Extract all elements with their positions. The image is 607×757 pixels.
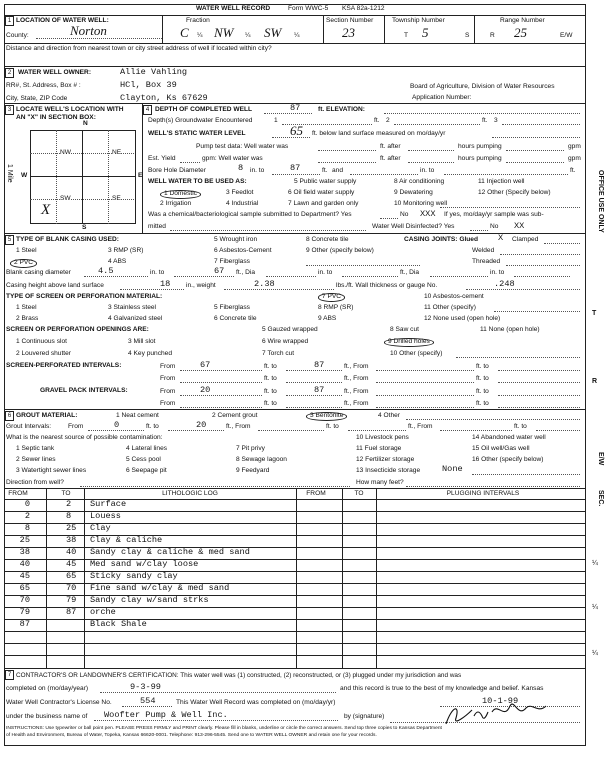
- ft-after: ft. after: [380, 143, 401, 150]
- joints-mark[interactable]: X: [498, 233, 504, 243]
- city-value[interactable]: Clayton, Ks 67629: [120, 93, 208, 103]
- grout-option-selected[interactable]: 3 Bentonite: [306, 412, 347, 421]
- log-header-to: TO: [61, 490, 71, 497]
- ft-to-label: ft. to: [476, 363, 489, 370]
- range-r: R: [490, 32, 495, 39]
- wall-thickness-label: lbs./ft. Wall thickness or gauge No.: [336, 282, 438, 289]
- section-number: 5: [5, 235, 14, 245]
- south-label: S: [82, 224, 87, 231]
- ft-from-label: ft., From: [344, 400, 369, 407]
- log-from[interactable]: 40: [19, 559, 30, 569]
- opening-option[interactable]: 10 Other (specify): [390, 350, 443, 357]
- gw-1-ft: ft.: [374, 117, 380, 124]
- section-number-value[interactable]: 23: [342, 25, 355, 40]
- ne-label: NE: [112, 149, 122, 156]
- west-label: W: [21, 172, 28, 179]
- log-description[interactable]: Fine sand w/clay & med sand: [90, 583, 230, 593]
- office-quarter: ¼: [592, 604, 598, 611]
- mile-label: 1 Mile: [6, 164, 13, 183]
- quarter-mark: ¼: [197, 32, 203, 39]
- office-ew: E/W: [597, 452, 604, 466]
- section-number: 6: [5, 411, 14, 421]
- bore-value[interactable]: 8: [238, 163, 244, 173]
- wall-thickness-value[interactable]: .248: [494, 279, 515, 289]
- log-row-divider: [4, 655, 586, 656]
- section-number: 7: [5, 670, 14, 680]
- casing-option[interactable]: 9 Other (specify below): [306, 247, 374, 254]
- board-label: Board of Agriculture, Division of Water Resources: [410, 83, 555, 90]
- log-description[interactable]: Sandy clay w/sand strks: [90, 595, 209, 605]
- township-value[interactable]: 5: [422, 25, 429, 40]
- log-from[interactable]: 0: [24, 499, 30, 509]
- casing-option[interactable]: 1 Steel: [16, 247, 37, 254]
- locate-label-1: LOCATE WELL'S LOCATION WITH: [16, 106, 124, 113]
- certification-text: CONTRACTOR'S OR LANDOWNER'S CERTIFICATION: This water well was (1) constructed, (2) reconstructed, or (3) plugged under my jurisdiction and was: [16, 672, 462, 679]
- gw-3: 3: [494, 117, 498, 124]
- log-to[interactable]: 45: [66, 559, 77, 569]
- depth-label: DEPTH OF COMPLETED WELL: [155, 106, 253, 113]
- contamination-value[interactable]: None: [442, 464, 463, 474]
- blank-in-to-2: in. to: [318, 269, 333, 276]
- sw-label: SW: [60, 195, 71, 202]
- rule: [4, 15, 586, 16]
- contamination-option[interactable]: 5 Cess pool: [126, 456, 161, 463]
- openings-label: SCREEN OR PERFORATION OPENINGS ARE:: [6, 326, 149, 333]
- grout-material-label: GROUT MATERIAL:: [16, 412, 78, 419]
- log-description[interactable]: orche: [90, 607, 116, 617]
- log-header-from: FROM: [8, 490, 28, 497]
- log-to[interactable]: 79: [66, 595, 77, 605]
- log-header-lithologic: LITHOLOGIC LOG: [162, 490, 218, 497]
- ft-to-label: ft. to: [476, 388, 489, 395]
- casing-option[interactable]: 5 Wrought iron: [214, 236, 258, 243]
- screen-option[interactable]: 6 Concrete tile: [214, 315, 257, 322]
- office-quarter: ¼: [592, 650, 598, 657]
- contamination-option[interactable]: 12 Fertilizer storage: [356, 456, 415, 463]
- fraction-label: Fraction: [186, 17, 210, 24]
- log-header-from-2: FROM: [306, 490, 326, 497]
- opening-option[interactable]: 4 Key punched: [128, 350, 172, 357]
- casing-joints-label: CASING JOINTS: Glued: [404, 236, 479, 243]
- screen-material-label: TYPE OF SCREEN OR PERFORATION MATERIAL:: [6, 293, 163, 300]
- township-t: T: [404, 32, 409, 39]
- casing-option[interactable]: 3 RMP (SR): [108, 247, 144, 254]
- section-number: 3: [5, 105, 14, 115]
- county-value[interactable]: Norton: [70, 23, 107, 38]
- static-level-label: WELL'S STATIC WATER LEVEL: [148, 130, 246, 137]
- record-completed-value[interactable]: 10-1-99: [482, 696, 519, 706]
- welded-option[interactable]: Welded: [472, 247, 495, 254]
- contamination-option[interactable]: 4 Lateral lines: [126, 445, 168, 452]
- log-from[interactable]: 70: [19, 595, 30, 605]
- certification-tail: and this record is true to the best of my knowledge and belief. Kansas: [340, 685, 544, 692]
- completed-on-label: completed on (mo/day/year): [6, 685, 89, 692]
- gravel-from-value[interactable]: 20: [200, 385, 211, 395]
- use-option-selected[interactable]: 1 Domestic: [160, 190, 201, 199]
- log-description[interactable]: Clay: [90, 523, 111, 533]
- use-option[interactable]: 5 Public water supply: [294, 178, 357, 185]
- log-description[interactable]: Sticky sandy clay: [90, 571, 178, 581]
- locate-label-2: AN "X" IN SECTION BOX:: [16, 114, 96, 121]
- contamination-option[interactable]: 11 Fuel storage: [356, 445, 402, 452]
- signature[interactable]: [440, 700, 560, 730]
- office-use-label: OFFICE USE ONLY: [597, 170, 604, 233]
- township-label: Township Number: [392, 17, 445, 24]
- gw-1: 1: [274, 117, 278, 124]
- grout-from-value[interactable]: 0: [114, 420, 120, 430]
- ft-to-label: ft. to: [264, 375, 277, 382]
- county-label: County:: [6, 32, 29, 39]
- blank-diameter-value[interactable]: 4.5: [98, 266, 114, 276]
- log-description[interactable]: Sandy clay & caliche & med sand: [90, 547, 250, 557]
- address-label: RR#, St. Address, Box # :: [6, 82, 81, 89]
- log-description[interactable]: Med sand w/clay loose: [90, 559, 199, 569]
- ft-to-label: ft. to: [514, 423, 527, 430]
- casing-option[interactable]: 4 ABS: [108, 258, 127, 265]
- gpm: gpm: [568, 155, 581, 162]
- application-number-label: Application Number:: [412, 94, 472, 101]
- bore-to-value[interactable]: 87: [290, 163, 301, 173]
- hours-pumping: hours pumping: [458, 155, 502, 162]
- log-from[interactable]: 87: [19, 619, 30, 629]
- well-location-mark[interactable]: X: [41, 202, 51, 218]
- range-ew[interactable]: E/W: [560, 32, 573, 39]
- grout-option[interactable]: 2 Cement grout: [212, 412, 258, 419]
- office-t: T: [592, 310, 597, 317]
- instructions-line-2: of Health and Environment, Bureau of Water, Topeka, Kansas 66620-0001. Telephone: 913-296-5545. Send one to WATER WELL OWNER and retain one for your records.: [6, 733, 377, 738]
- screen-option[interactable]: 8 RMP (SR): [318, 304, 354, 311]
- log-description[interactable]: Louess: [90, 511, 121, 521]
- ft-to-label: ft. to: [264, 363, 277, 370]
- ft-from-label: ft., From: [344, 388, 369, 395]
- opening-option[interactable]: 8 Saw cut: [390, 326, 419, 333]
- grout-intervals-label: Grout Intervals:: [6, 423, 52, 430]
- screen-option[interactable]: 3 Stainless steel: [108, 304, 157, 311]
- gravel-to-value[interactable]: 87: [314, 385, 325, 395]
- log-from[interactable]: 65: [19, 583, 30, 593]
- bore-and: and: [332, 167, 344, 174]
- log-description[interactable]: Black Shale: [90, 619, 147, 629]
- ft-to-label: ft. to: [146, 423, 159, 430]
- section-number: 2: [5, 68, 14, 78]
- chem-tail: If yes, mo/day/yr sample was sub-: [444, 211, 544, 218]
- grout-option[interactable]: 1 Neat cement: [116, 412, 159, 419]
- fraction-2[interactable]: NW: [214, 25, 234, 40]
- casing-weight-label: in., weight: [186, 282, 216, 289]
- chem-mitted: mitted: [148, 223, 166, 230]
- chem-no: No: [400, 211, 409, 218]
- use-option[interactable]: 7 Lawn and garden only: [288, 200, 359, 207]
- section-number: 4: [143, 105, 152, 115]
- office-sec: SEC.: [597, 490, 604, 507]
- from-label: From: [68, 423, 84, 430]
- contamination-option[interactable]: 3 Watertight sewer lines: [16, 467, 87, 474]
- depth-value[interactable]: 87: [290, 103, 301, 113]
- north-label: N: [83, 120, 88, 127]
- chem-sample-question: Was a chemical/bacteriological sample submitted to Department? Yes: [148, 211, 352, 218]
- est-yield-label: Est. Yield: [148, 155, 176, 162]
- ft-to-label: ft. to: [264, 388, 277, 395]
- nw-label: NW: [60, 149, 71, 156]
- bore-in-to-2: in. to: [420, 167, 435, 174]
- range-value[interactable]: 25: [514, 25, 527, 40]
- license-label: Water Well Contractor's License No.: [6, 699, 112, 706]
- casing-option[interactable]: 7 Fiberglass: [214, 258, 250, 265]
- business-name-value[interactable]: Woofter Pump & Well Inc.: [104, 710, 228, 720]
- contamination-option[interactable]: 9 Feedyard: [236, 467, 270, 474]
- owner-label: WATER WELL OWNER:: [18, 69, 92, 76]
- opening-option-selected[interactable]: 9 Drilled holes: [384, 338, 434, 347]
- blank-ft-dia: ft., Dia: [236, 269, 256, 276]
- fraction-1[interactable]: C: [180, 25, 189, 40]
- township-s: S: [465, 32, 470, 39]
- contamination-option[interactable]: 13 Insecticide storage: [356, 467, 421, 474]
- log-to[interactable]: 2: [66, 499, 72, 509]
- perforated-to-value[interactable]: 87: [314, 360, 325, 370]
- ft-from-label: ft., From: [344, 375, 369, 382]
- log-to[interactable]: 25: [66, 523, 77, 533]
- blank-in-to: in. to: [150, 269, 165, 276]
- range-label: Range Number: [500, 17, 545, 24]
- use-option[interactable]: 12 Other (Specify below): [478, 189, 551, 196]
- log-row-divider: [4, 643, 586, 644]
- blank-ft-dia-2: ft., Dia: [400, 269, 420, 276]
- use-option[interactable]: 10 Monitoring well: [394, 200, 448, 207]
- contamination-option[interactable]: 8 Sewage lagoon: [236, 456, 287, 463]
- contamination-option[interactable]: 6 Seepage pit: [126, 467, 167, 474]
- use-label: WELL WATER TO BE USED AS:: [148, 178, 247, 185]
- ft-to-label: ft. to: [326, 423, 339, 430]
- casing-weight-value[interactable]: 2.38: [254, 279, 275, 289]
- screen-option[interactable]: 5 Fiberglass: [214, 304, 250, 311]
- log-from[interactable]: 45: [19, 571, 30, 581]
- blank-in-to-3: in. to: [490, 269, 505, 276]
- log-to[interactable]: 65: [66, 571, 77, 581]
- chem-no-mark[interactable]: XXX: [420, 209, 436, 219]
- log-to[interactable]: 70: [66, 583, 77, 593]
- casing-type-label: TYPE OF BLANK CASING USED:: [16, 236, 119, 243]
- gpm: gpm: [568, 143, 581, 150]
- groundwater-label: Depth(s) Groundwater Encountered: [148, 117, 253, 124]
- static-level-tail: ft. below land surface measured on mo/day/yr: [312, 130, 446, 137]
- use-option[interactable]: 4 Industrial: [226, 200, 259, 207]
- disinfected-no: No: [490, 223, 499, 230]
- screen-option[interactable]: 11 Other (specify): [424, 304, 476, 311]
- hours-pumping: hours pumping: [458, 143, 502, 150]
- disinfected-question: Water Well Disinfected? Yes: [372, 223, 455, 230]
- address-value[interactable]: HCl, Box 39: [120, 80, 177, 90]
- screen-option-selected[interactable]: 7 PVC: [318, 293, 345, 302]
- form-title: WATER WELL RECORD: [196, 5, 271, 12]
- from-label: From: [160, 400, 176, 407]
- log-from[interactable]: 2: [24, 511, 30, 521]
- gw-2: 2: [386, 117, 390, 124]
- bore-label: Bore Hole Diameter: [148, 167, 206, 174]
- opening-option[interactable]: 7 Torch cut: [262, 350, 295, 357]
- ft-from-label: ft., From: [226, 423, 251, 430]
- statute: KSA 82a-1212: [342, 5, 385, 12]
- grout-to-value[interactable]: 20: [196, 420, 207, 430]
- contamination-option[interactable]: 7 Pit privy: [236, 445, 265, 452]
- threaded-option[interactable]: Threaded: [472, 258, 501, 265]
- location-label: LOCATION OF WATER WELL:: [16, 17, 109, 24]
- elevation-label: ft. ELEVATION:: [318, 106, 366, 113]
- casing-option-selected[interactable]: 2 PVC: [10, 259, 37, 268]
- log-description[interactable]: Surface: [90, 499, 127, 509]
- screen-option[interactable]: 4 Galvanized steel: [108, 315, 163, 322]
- grout-option[interactable]: 4 Other: [378, 412, 400, 419]
- opening-option[interactable]: 3 Mill slot: [128, 338, 156, 345]
- office-quarter: ¼: [592, 560, 598, 567]
- log-from[interactable]: 8: [24, 523, 30, 533]
- casing-option[interactable]: 6 Asbestos-Cement: [214, 247, 272, 254]
- bore-ft: ft.: [322, 167, 328, 174]
- ft-to-label: ft. to: [264, 400, 277, 407]
- city-label: City, State, ZIP Code: [6, 95, 68, 102]
- log-from[interactable]: 79: [19, 607, 30, 617]
- casing-option[interactable]: 8 Concrete tile: [306, 236, 349, 243]
- log-description[interactable]: Clay & caliche: [90, 535, 163, 545]
- quarter-mark: ¼: [245, 32, 251, 39]
- from-label: From: [160, 363, 176, 370]
- signature-label: by (signature): [344, 713, 385, 720]
- screen-option[interactable]: 12 None used (open hole): [424, 315, 501, 322]
- section-number: 1: [5, 16, 14, 26]
- completed-on-value[interactable]: 9-3-99: [130, 682, 161, 692]
- opening-option[interactable]: 5 Gauzed wrapped: [262, 326, 318, 333]
- from-label: From: [160, 388, 176, 395]
- opening-option[interactable]: 1 Continuous slot: [16, 338, 67, 345]
- instructions-line-1: INSTRUCTIONS: Use typewriter or ball point pen. PLEASE PRESS FIRMLY and PRINT clearly. Please fill in blanks, underline or circle the correct answers. Send top three copies to Kansas Department: [6, 726, 442, 731]
- owner-value[interactable]: Allie Vahling: [120, 67, 188, 77]
- contamination-option[interactable]: 14 Abandoned water well: [472, 434, 546, 441]
- casing-height-label: Casing height above land surface: [6, 282, 104, 289]
- opening-option[interactable]: 6 Wire wrapped: [262, 338, 309, 345]
- ft-to-label: ft. to: [476, 375, 489, 382]
- log-from[interactable]: 25: [19, 535, 30, 545]
- office-r: R: [592, 378, 598, 385]
- direction-label: Direction from well?: [6, 479, 64, 486]
- screen-option[interactable]: 10 Asbestos-cement: [424, 293, 484, 300]
- license-value[interactable]: 554: [140, 696, 156, 706]
- use-option[interactable]: 6 Oil field water supply: [288, 189, 355, 196]
- log-to[interactable]: 8: [66, 511, 72, 521]
- use-option[interactable]: 3 Feedlot: [226, 189, 254, 196]
- form-number: Form WWC-5: [288, 5, 329, 12]
- pump-test-label: Pump test data: Well water was: [196, 143, 289, 150]
- quarter-mark: ¼: [294, 32, 300, 39]
- log-to[interactable]: 38: [66, 535, 77, 545]
- perforated-intervals-label: SCREEN-PERFORATED INTERVALS:: [6, 362, 122, 369]
- gpm-well-water: gpm: Well water was: [202, 155, 263, 162]
- ft-to-label: ft. to: [476, 400, 489, 407]
- log-from[interactable]: 38: [19, 547, 30, 557]
- contamination-option[interactable]: 16 Other (specify below): [472, 456, 544, 463]
- distance-label: Distance and direction from nearest town or city street address of well if located within city?: [6, 45, 272, 52]
- contamination-option[interactable]: 1 Septic tank: [16, 445, 55, 452]
- static-level-value[interactable]: 65: [290, 123, 303, 138]
- bore-ft-2: ft.: [570, 167, 576, 174]
- screen-option[interactable]: 1 Steel: [16, 304, 37, 311]
- blank-diameter-label: Blank casing diameter: [6, 269, 71, 276]
- casing-height-value[interactable]: 18: [160, 279, 171, 289]
- opening-option[interactable]: 11 None (open hole): [480, 326, 540, 333]
- clamped-option[interactable]: Clamped: [512, 236, 539, 243]
- contamination-label: What is the nearest source of possible contamination:: [6, 434, 163, 441]
- business-name-label: under the business name of: [6, 713, 88, 720]
- log-row-divider: [4, 631, 586, 632]
- section-number-label: Section Number: [326, 17, 374, 24]
- east-label: E: [138, 172, 143, 179]
- use-option[interactable]: 11 Injection well: [478, 178, 525, 185]
- use-option[interactable]: 9 Dewatering: [394, 189, 433, 196]
- log-to[interactable]: 40: [66, 547, 77, 557]
- log-header-to-2: TO: [354, 490, 364, 497]
- ft-from-label: ft., From: [344, 363, 369, 370]
- log-header-plugging: PLUGGING INTERVALS: [446, 490, 520, 497]
- from-label: From: [160, 375, 176, 382]
- use-option[interactable]: 8 Air conditioning: [394, 178, 445, 185]
- contamination-option[interactable]: 15 Oil well/Gas well: [472, 445, 530, 452]
- fraction-3[interactable]: SW: [264, 25, 282, 40]
- record-completed-label: This Water Well Record was completed on (mo/day/yr): [176, 699, 336, 706]
- contamination-option[interactable]: 10 Livestock pens: [356, 434, 409, 441]
- ft-after: ft. after: [380, 155, 401, 162]
- opening-option[interactable]: 2 Louvered shutter: [16, 350, 71, 357]
- bore-in-to: in. to: [250, 167, 265, 174]
- se-label: SE: [112, 195, 121, 202]
- disinfected-no-mark[interactable]: XX: [514, 221, 525, 231]
- blank-to-value[interactable]: 67: [214, 266, 225, 276]
- how-many-feet-label: How many feet?: [356, 479, 404, 486]
- gravel-pack-label: GRAVEL PACK INTERVALS:: [40, 387, 128, 394]
- perforated-from-value[interactable]: 67: [200, 360, 211, 370]
- screen-option[interactable]: 9 ABS: [318, 315, 337, 322]
- ft-from-label: ft., From: [408, 423, 433, 430]
- contamination-option[interactable]: 2 Sewer lines: [16, 456, 56, 463]
- screen-option[interactable]: 2 Brass: [16, 315, 39, 322]
- log-to[interactable]: 87: [66, 607, 77, 617]
- use-option[interactable]: 2 Irrigation: [160, 200, 192, 207]
- gw-2-ft: ft.: [482, 117, 488, 124]
